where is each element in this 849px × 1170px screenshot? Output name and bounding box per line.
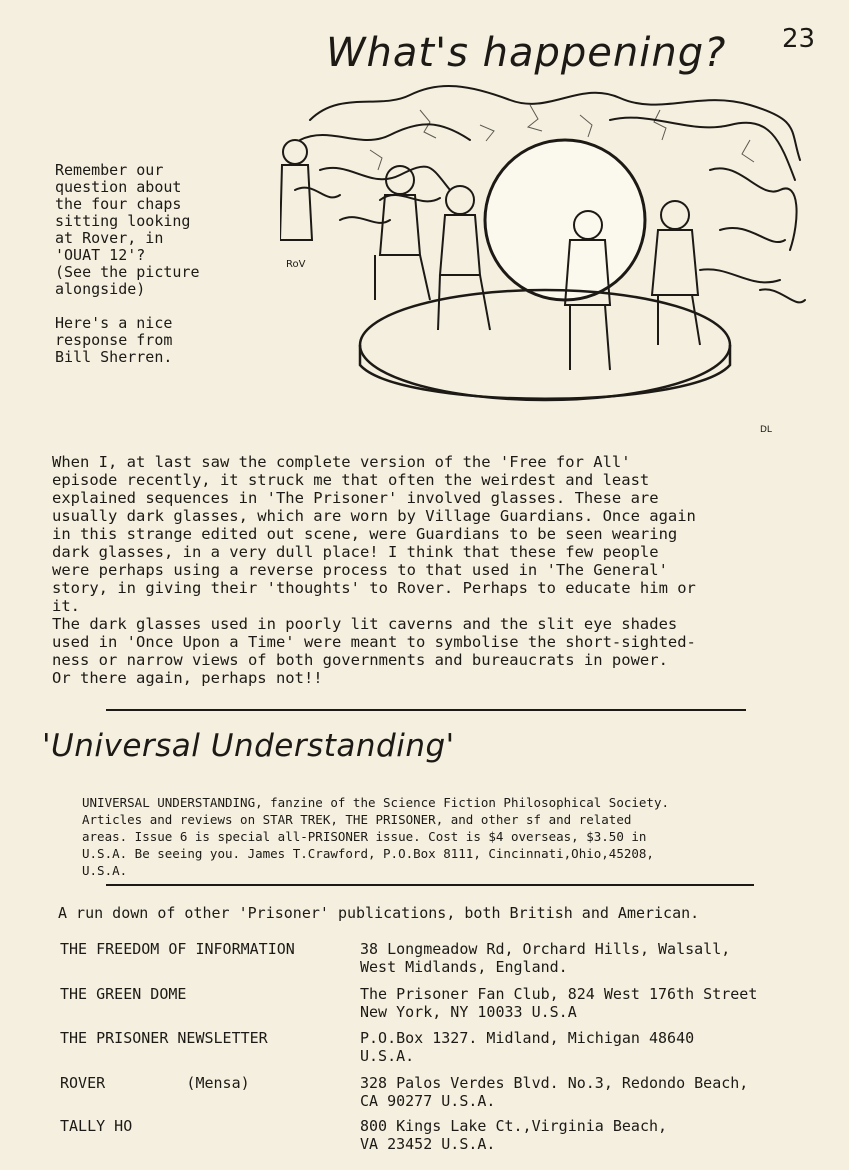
fanzine-notice: UNIVERSAL UNDERSTANDING, fanzine of the Science Fiction Philosophical Society. Articles and reviews on STAR TREK, THE PRISONER, and other sf and related areas. Issue 6 is special all-PRISONER issue. Cost is $4 overseas, $3.50 in U.S.A. Be seeing you. James T.Crawford, P.O.Box 8111, Cincinnati,Ohio,45208, U.S.A.: [82, 795, 669, 878]
publication-name: TALLY HO: [60, 1117, 133, 1135]
publication-address: 800 Kings Lake Ct.,Virginia Beach, VA 23452 U.S.A.: [360, 1117, 668, 1153]
publication-name: THE FREEDOM OF INFORMATION: [60, 940, 295, 958]
illustration-signature: DL: [760, 425, 772, 435]
publication-name: ROVER (Mensa): [60, 1074, 250, 1092]
article-body: When I, at last saw the complete version of the 'Free for All' episode recently, it struck me that often the weirdest and least explained sequences in 'The Prisoner' involved glasses. These are usually dark glasses, which are worn by Village Guardians. Once again in this strange edited out scene, were Guardians to be seen wearing dark glasses, in a very dull place! I think that these few people were perhaps using a reverse process to that used in 'The General' story, in giving their 'thoughts' to Rover. Perhaps to educate him or it. The dark glasses used in poorly lit caverns and the slit eye shades used in 'Once Upon a Time' were meant to symbolise the short-sighted- ness or narrow views of both governments and bureaucrats in power. Or there again, perhaps not!!: [52, 453, 696, 687]
divider: [106, 884, 754, 886]
publication-address: P.O.Box 1327. Midland, Michigan 48640 U.S.A.: [360, 1029, 695, 1065]
rover-illustration: [280, 80, 810, 440]
section-title: 'Universal Understanding': [42, 728, 455, 764]
sidebar-note: Remember our question about the four chaps sitting looking at Rover, in 'OUAT 12'? (See the picture alongside) Here's a nice response from Bill Sherren.: [55, 161, 200, 366]
publication-name: THE GREEN DOME: [60, 985, 187, 1003]
illustration-sign: RoV: [286, 259, 306, 270]
publication-name: THE PRISONER NEWSLETTER: [60, 1029, 268, 1047]
page-title: What's happening?: [326, 30, 727, 76]
publication-address: 38 Longmeadow Rd, Orchard Hills, Walsall, West Midlands, England.: [360, 940, 731, 976]
divider: [106, 709, 746, 711]
publication-address: The Prisoner Fan Club, 824 West 176th Street New York, NY 10033 U.S.A: [360, 985, 758, 1021]
page-number: 23: [782, 24, 816, 54]
publication-address: 328 Palos Verdes Blvd. No.3, Redondo Beach, CA 90277 U.S.A.: [360, 1074, 749, 1110]
rundown-intro: A run down of other 'Prisoner' publications, both British and American.: [58, 904, 700, 922]
